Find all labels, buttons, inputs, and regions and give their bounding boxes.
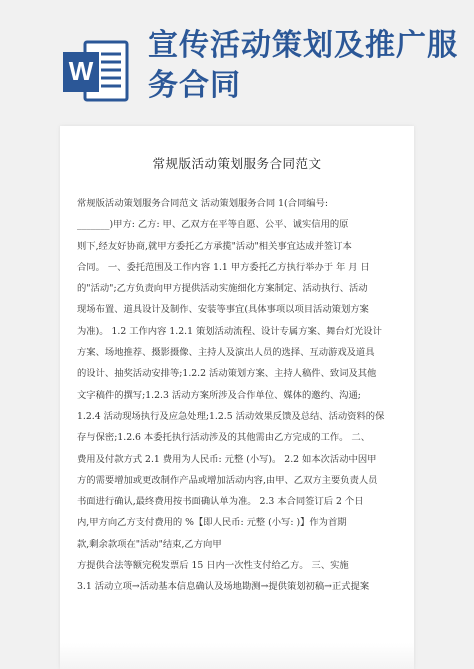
text-line: 款,剩余款项在"活动"结束,乙方向甲 [77,538,222,550]
text-line: _______)甲方: 乙方: 甲、乙双方在平等自愿、公平、诚实信用的原 [77,219,349,231]
page-title: 宣传活动策划及推广服务合同 [148,28,458,103]
document-page [60,126,414,669]
text-line: 为准)。 1.2 工作内容 1.2.1 策划活动流程、设计专属方案、舞台灯光设计 [77,325,382,337]
text-line: 内,甲方向乙方支付费用的 %【即人民币: 元整 (小写: )】作为首期 [77,517,347,529]
text-line: 费用及付款方式 2.1 费用为人民币: 元整 (小写)。 2.2 如本次活动中因甲 [77,453,377,465]
text-line: 则下,经友好协商,就甲方委托乙方承揽"活动"相关事宜达成并签订本 [77,240,352,252]
text-line: 现场布置、道具设计及制作、安装等事宜(具体事项以项目活动策划方案 [77,304,369,316]
text-line: 的"活动";乙方负责向甲方提供活动实施细化方案制定、活动执行、活动 [77,283,368,295]
text-line: 书面进行确认,最终费用按书面确认单为准。 2.3 本合同签订后 2 个日 [77,496,364,508]
text-line: 的设计、抽奖活动安排等;1.2.2 活动策划方案、主持人稿件、致词及其他 [77,368,377,380]
text-line: 文字稿件的撰写;1.2.3 活动方案所涉及合作单位、媒体的邀约、沟通; [77,389,361,401]
text-line: 存与保密;1.2.6 本委托执行活动涉及的其他需由乙方完成的工作。 二、 [77,432,371,444]
text-line: 1.2.4 活动现场执行及应急处理;1.2.5 活动效果反馈及总结、活动资料的保 [77,410,385,422]
text-line: 合同。 一、委托范围及工作内容 1.1 甲方委托乙方执行举办于 年 月 日 [77,261,370,273]
document-body [77,193,407,598]
text-line: 3.1 活动立项→活动基本信息确认及场地勘测→提供策划初稿→正式提案 [77,581,370,593]
text-line: 常规版活动策划服务合同范文 活动策划服务合同 1(合同编号: [77,198,329,209]
word-icon-letter: W [68,56,94,86]
document-title: 常规版活动策划服务合同范文 [152,156,322,171]
page-bottom-fade [60,643,414,669]
text-line: 方的需要增加或更改制作产品或增加活动内容,由甲、乙双方主要负责人员 [77,474,378,486]
text-line: 方案、场地推荐、摄影摄像、主持人及演出人员的选择、互动游戏及道具 [77,347,375,359]
word-document-icon [63,38,129,104]
page-header [0,0,474,118]
text-line: 方提供合法等额完税发票后 15 日内一次性支付给乙方。 三、实施 [77,560,349,572]
